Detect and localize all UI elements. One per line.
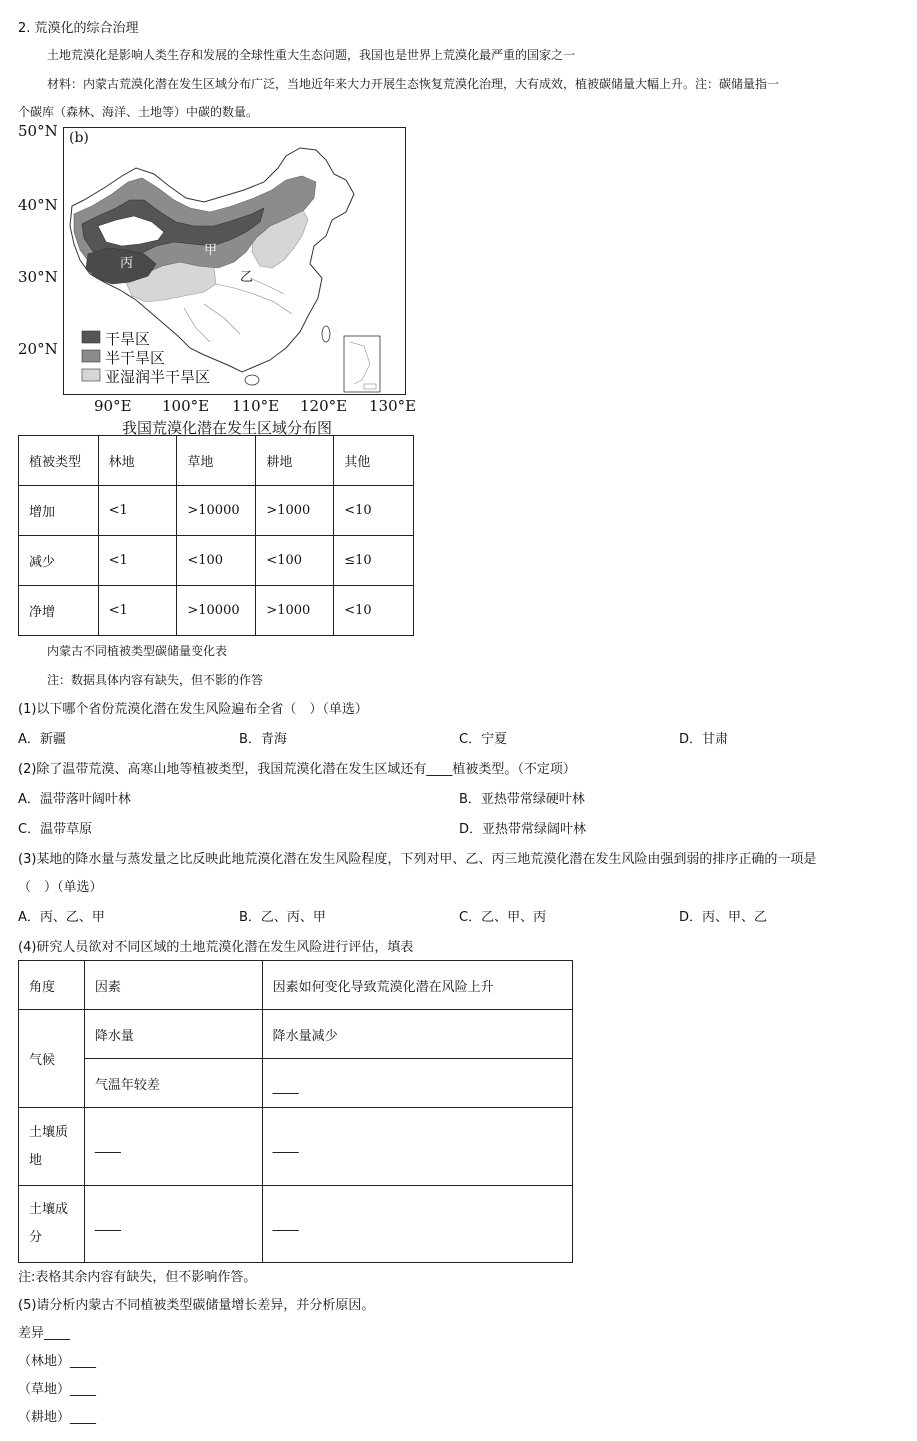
lon-label-100: 100°E [162, 397, 210, 415]
q2-stem: (2)除了温带荒漠、高寒山地等植被类型，我国荒漠化潜在发生区域还有____植被类型。（不定项） [18, 762, 576, 777]
carbon-header-farm: 耕地 [256, 436, 334, 486]
map-caption: 我国荒漠化潜在发生区域分布图 [122, 419, 333, 437]
risk-change-soil-texture-blank[interactable]: ____ [262, 1108, 572, 1186]
carbon-cell: <100 [256, 536, 334, 586]
q2-option-d[interactable]: D．亚热带常绿阔叶林 [459, 822, 587, 837]
q1-option-c[interactable]: C．宁夏 [459, 732, 508, 747]
material-text-line1: 材料：内蒙古荒漠化潜在发生区域分布广泛，当地近年来大力开展生态恢复荒漠化治理，大有成效，植被碳储量大幅上升。注：碳储量指一 [47, 77, 780, 91]
carbon-header-grass: 草地 [177, 436, 256, 486]
q1-option-b[interactable]: B．青海 [239, 732, 287, 747]
q3-option-d[interactable]: D．丙、甲、乙 [679, 910, 768, 925]
carbon-cell: <1 [98, 536, 177, 586]
q5-diff-blank[interactable]: 差异____ [18, 1326, 71, 1341]
q5-stem: (5)请分析内蒙古不同植被类型碳储量增长差异，并分析原因。 [18, 1298, 375, 1313]
risk-angle-soil-composition [19, 1186, 85, 1263]
carbon-cell: >10000 [177, 486, 256, 536]
risk-change-precip: 降水量减少 [262, 1010, 572, 1059]
table-row [19, 1010, 573, 1059]
legend-label-semiarid: 半干旱区 [105, 349, 166, 367]
q2-option-c[interactable]: C．温带草原 [18, 822, 93, 837]
q1-stem: (1)以下哪个省份荒漠化潜在发生风险遍布全省（ ）（单选） [18, 702, 368, 717]
legend-label-arid: 干旱区 [105, 330, 151, 348]
carbon-table-note: 注：数据具体内容有缺失，但不影的作答 [47, 673, 264, 687]
place-label-yi: 乙 [240, 270, 254, 285]
lat-label-20: 20°N [18, 340, 58, 358]
risk-factor-soil-texture-blank[interactable]: ____ [84, 1108, 262, 1186]
lon-label-90: 90°E [94, 397, 132, 415]
carbon-cell: <100 [177, 536, 256, 586]
table-row [19, 1059, 573, 1108]
legend-swatch-arid [82, 331, 100, 343]
q1-option-d[interactable]: D．甘肃 [679, 732, 729, 747]
risk-assessment-table [18, 960, 573, 1263]
risk-header-angle: 角度 [19, 961, 85, 1010]
risk-change-soil-composition-blank[interactable]: ____ [262, 1186, 572, 1263]
risk-change-temp-range-blank[interactable]: ____ [262, 1059, 572, 1108]
q3-stem-line2: （ ）（单选） [18, 880, 103, 895]
table-row [19, 486, 414, 536]
carbon-cell: 减少 [19, 536, 99, 586]
risk-factor-precip: 降水量 [84, 1010, 262, 1059]
lat-label-50: 50°N [18, 122, 58, 140]
table-row [19, 1108, 573, 1186]
carbon-header-other: 其他 [334, 436, 414, 486]
soil-composition-label-line1: 土壤成 [29, 1202, 69, 1217]
soil-composition-label-line2: 分 [29, 1230, 43, 1245]
q5-farm-blank[interactable]: （耕地）____ [18, 1410, 97, 1425]
carbon-cell: <1 [98, 586, 177, 636]
soil-texture-label-line2: 地 [29, 1152, 43, 1168]
map-panel-label: (b) [69, 130, 89, 146]
table-row [19, 586, 414, 636]
carbon-table-caption: 内蒙古不同植被类型碳储量变化表 [47, 644, 228, 658]
lat-label-40: 40°N [18, 196, 58, 214]
risk-angle-soil-texture [19, 1108, 85, 1186]
risk-angle-climate: 气候 [19, 1010, 85, 1108]
carbon-header-forest: 林地 [98, 436, 177, 486]
desertification-map [63, 127, 406, 395]
q2-option-b[interactable]: B．亚热带常绿硬叶林 [459, 792, 585, 807]
place-label-jia: 甲 [204, 243, 218, 258]
carbon-cell: >1000 [256, 486, 334, 536]
south-china-sea-inset [344, 336, 380, 392]
q5-grass-blank[interactable]: （草地）____ [18, 1382, 97, 1397]
carbon-cell: 净增 [19, 586, 99, 636]
carbon-cell: >1000 [256, 586, 334, 636]
lat-label-30: 30°N [18, 268, 58, 286]
risk-factor-soil-composition-blank[interactable]: ____ [84, 1186, 262, 1263]
risk-header-factor: 因素 [84, 961, 262, 1010]
q4-note: 注:表格其余内容有缺失，但不影响作答。 [18, 1270, 257, 1285]
lon-label-120: 120°E [300, 397, 348, 415]
lon-label-130: 130°E [369, 397, 417, 415]
question-title: 2. 荒漠化的综合治理 [18, 21, 139, 36]
carbon-cell: <1 [98, 486, 177, 536]
risk-header-change: 因素如何变化导致荒漠化潜在风险上升 [262, 961, 572, 1010]
carbon-cell: <10 [334, 586, 414, 636]
risk-factor-temp-range: 气温年较差 [84, 1059, 262, 1108]
soil-texture-label-line1: 土壤质 [29, 1124, 69, 1140]
q4-stem: (4)研究人员欲对不同区域的土地荒漠化潜在发生风险进行评估，填表 [18, 940, 414, 955]
carbon-header-type: 植被类型 [19, 436, 99, 486]
q3-stem-line1: (3)某地的降水量与蒸发量之比反映此地荒漠化潜在发生风险程度，下列对甲、乙、丙三地荒漠化潜在发生风险由强到弱的排序正确的一项是 [18, 852, 817, 867]
carbon-cell: 增加 [19, 486, 99, 536]
legend-label-subhumid: 亚湿润半干旱区 [105, 368, 211, 386]
carbon-cell: ≤10 [334, 536, 414, 586]
q3-option-c[interactable]: C．乙、甲、丙 [459, 910, 547, 925]
carbon-storage-table [18, 435, 414, 636]
table-row [19, 536, 414, 586]
q2-option-a[interactable]: A．温带落叶阔叶林 [18, 792, 131, 807]
legend-swatch-semiarid [82, 350, 100, 362]
q1-option-a[interactable]: A．新疆 [18, 732, 66, 747]
carbon-cell: <10 [334, 486, 414, 536]
intro-text: 土地荒漠化是影响人类生存和发展的全球性重大生态问题，我国也是世界上荒漠化最严重的国家之一 [47, 48, 576, 62]
legend-swatch-subhumid [82, 369, 100, 381]
q3-option-a[interactable]: A．丙、乙、甲 [18, 910, 105, 925]
carbon-cell: >10000 [177, 586, 256, 636]
lon-label-110: 110°E [232, 397, 280, 415]
q5-forest-blank[interactable]: （林地）____ [18, 1354, 97, 1369]
material-text-line2: 个碳库（森林、海洋、土地等）中碳的数量。 [18, 105, 259, 119]
q3-option-b[interactable]: B．乙、丙、甲 [239, 910, 326, 925]
place-label-bing: 丙 [120, 256, 134, 271]
table-row [19, 1186, 573, 1263]
